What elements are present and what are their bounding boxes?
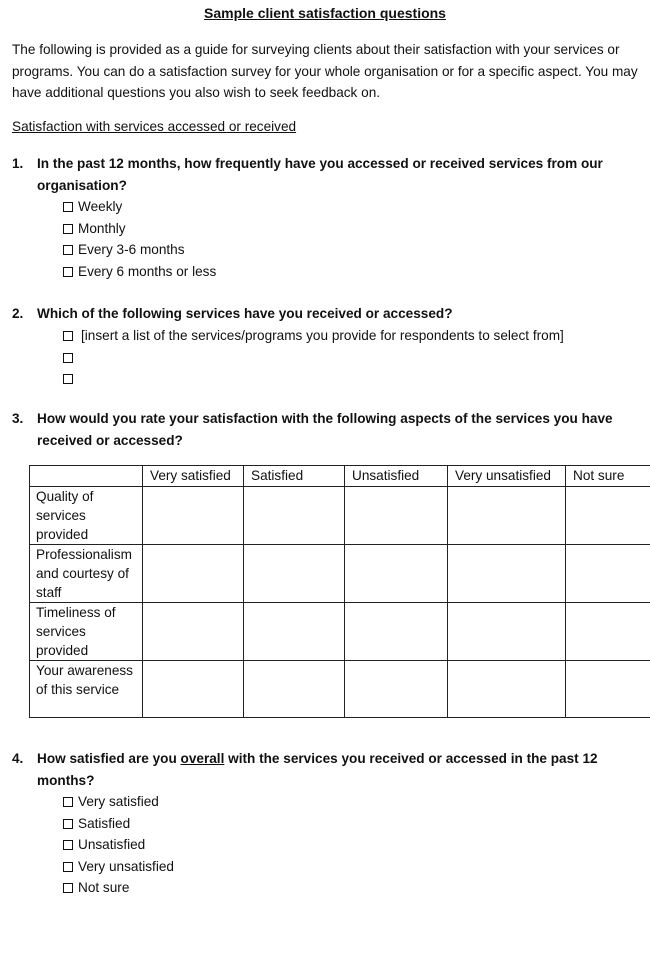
question-text: How would you rate your satisfaction with the following aspects of the services you have received or accessed?	[37, 411, 613, 448]
rating-cell[interactable]	[244, 603, 345, 661]
rating-cell[interactable]	[566, 487, 650, 545]
column-header: Very unsatisfied	[448, 466, 566, 487]
table-row	[30, 487, 650, 545]
question-3	[12, 408, 632, 451]
row-label: Professionalism and courtesy of staff	[30, 545, 143, 603]
option-label: Not sure	[78, 880, 130, 895]
row-label: Your awareness of this service	[30, 661, 143, 718]
rating-cell[interactable]	[345, 603, 448, 661]
table-row	[30, 661, 650, 718]
option-every-3-6-months[interactable]	[63, 239, 216, 261]
rating-cell[interactable]	[345, 661, 448, 718]
question-4-options	[63, 791, 174, 899]
rating-cell[interactable]	[345, 545, 448, 603]
question-4	[12, 748, 632, 791]
option-label: Unsatisfied	[78, 837, 146, 852]
row-label: Quality of services provided	[30, 487, 143, 545]
rating-cell[interactable]	[345, 487, 448, 545]
question-2	[12, 303, 632, 325]
option-blank[interactable]	[63, 368, 564, 390]
checkbox-icon[interactable]	[63, 202, 73, 212]
column-header: Satisfied	[244, 466, 345, 487]
checkbox-icon[interactable]	[63, 224, 73, 234]
rating-cell[interactable]	[244, 545, 345, 603]
question-number: 2.	[12, 306, 24, 321]
option-every-6-months-or-less[interactable]	[63, 261, 216, 283]
rating-cell[interactable]	[566, 661, 650, 718]
option-weekly[interactable]	[63, 196, 216, 218]
table-row	[30, 603, 650, 661]
question-text-part: with the services you received or accessed in the past 12 months?	[37, 751, 598, 788]
option-very-satisfied[interactable]	[63, 791, 174, 813]
table-header-row	[30, 466, 650, 487]
document-title: Sample client satisfaction questions	[204, 5, 446, 21]
checkbox-icon[interactable]	[63, 840, 73, 850]
rating-cell[interactable]	[448, 661, 566, 718]
option-very-unsatisfied[interactable]	[63, 856, 174, 878]
question-number: 1.	[12, 156, 24, 171]
rating-table	[29, 465, 650, 718]
question-2-options	[63, 325, 564, 390]
question-number: 4.	[12, 751, 24, 766]
rating-cell[interactable]	[566, 603, 650, 661]
column-header: Not sure	[566, 466, 650, 487]
option-label: [insert a list of the services/programs you provide for respondents to select from]	[81, 328, 564, 343]
checkbox-icon[interactable]	[63, 331, 73, 341]
option-monthly[interactable]	[63, 218, 216, 240]
rating-cell[interactable]	[244, 661, 345, 718]
rating-cell[interactable]	[448, 603, 566, 661]
rating-cell[interactable]	[448, 487, 566, 545]
option-service-list[interactable]	[63, 325, 564, 347]
section-heading: Satisfaction with services accessed or received	[12, 119, 297, 134]
option-not-sure[interactable]	[63, 877, 174, 899]
option-label: Weekly	[78, 199, 123, 214]
rating-cell[interactable]	[143, 661, 244, 718]
question-1-options	[63, 196, 216, 282]
rating-cell[interactable]	[143, 603, 244, 661]
option-label: Every 3-6 months	[78, 242, 185, 257]
question-1	[12, 153, 632, 196]
option-label: Very satisfied	[78, 794, 159, 809]
checkbox-icon[interactable]	[63, 862, 73, 872]
column-header: Unsatisfied	[345, 466, 448, 487]
question-text	[37, 748, 632, 791]
checkbox-icon[interactable]	[63, 353, 73, 363]
option-satisfied[interactable]	[63, 813, 174, 835]
question-text: In the past 12 months, how frequently have you accessed or received services from our organisation?	[37, 156, 603, 193]
intro-paragraph: The following is provided as a guide for surveying clients about their satisfaction with your services or programs. You can do a satisfaction survey for your whole organisation or for a specific aspect. You may have additional questions you also wish to seek feedback on.	[12, 42, 638, 101]
option-label: Satisfied	[78, 815, 131, 831]
rating-cell[interactable]	[244, 487, 345, 545]
rating-cell[interactable]	[143, 487, 244, 545]
option-label: Monthly	[78, 220, 126, 236]
option-label: Every 6 months or less	[78, 263, 217, 279]
question-number: 3.	[12, 411, 24, 426]
column-header	[30, 466, 143, 487]
option-unsatisfied[interactable]	[63, 834, 174, 856]
emphasis-overall: overall	[180, 751, 225, 766]
rating-cell[interactable]	[566, 545, 650, 603]
table-row	[30, 545, 650, 603]
option-label: Very unsatisfied	[78, 858, 174, 874]
checkbox-icon[interactable]	[63, 245, 73, 255]
option-blank[interactable]	[63, 347, 564, 369]
question-text: Which of the following services have you received or accessed?	[37, 306, 453, 321]
row-label: Timeliness of services provided	[30, 603, 143, 661]
column-header: Very satisfied	[143, 466, 244, 487]
checkbox-icon[interactable]	[63, 374, 73, 384]
rating-cell[interactable]	[143, 545, 244, 603]
checkbox-icon[interactable]	[63, 267, 73, 277]
rating-cell[interactable]	[448, 545, 566, 603]
checkbox-icon[interactable]	[63, 797, 73, 807]
checkbox-icon[interactable]	[63, 819, 73, 829]
question-text-part: How satisfied are you	[37, 751, 181, 766]
checkbox-icon[interactable]	[63, 883, 73, 893]
